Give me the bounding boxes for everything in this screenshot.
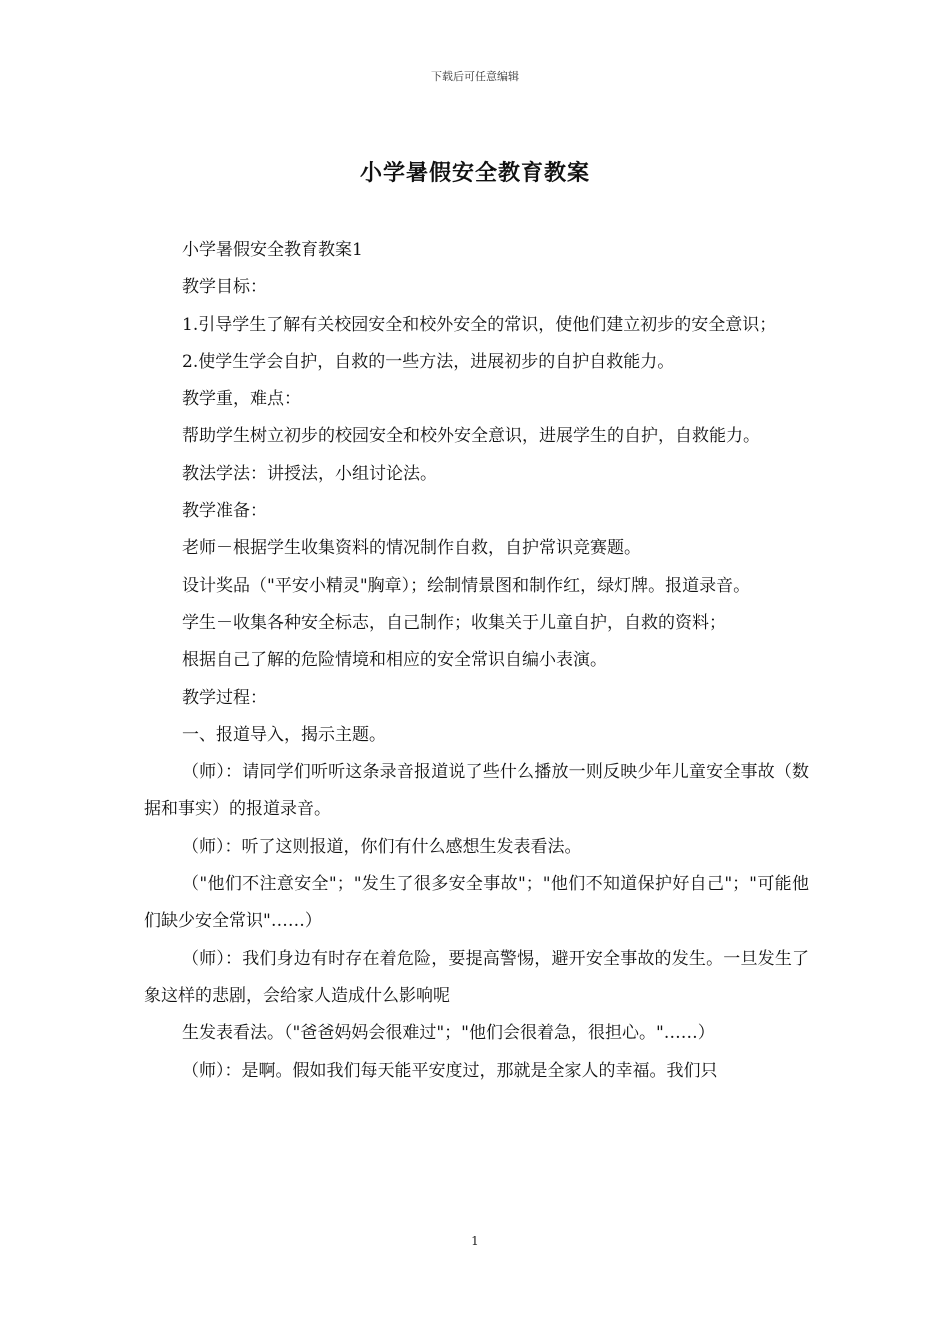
paragraph-student-prep: 学生－收集各种安全标志，自己制作；收集关于儿童自护，自救的资料； — [182, 612, 726, 633]
page-header-note: 下载后可任意编辑 — [431, 70, 519, 83]
paragraph-section-1: 一、报道导入，揭示主题。 — [182, 724, 386, 745]
paragraph-skit: 根据自己了解的危险情境和相应的安全常识自编小表演。 — [182, 650, 607, 671]
paragraph-teacher-4: （师）：是啊。假如我们每天能平安度过，那就是全家人的幸福。我们只 — [182, 1060, 718, 1081]
paragraph-prizes: 设计奖品（"平安小精灵"胸章）；绘制情景图和制作红，绿灯牌。报道录音。 — [182, 575, 751, 596]
paragraph-key-points: 帮助学生树立初步的校园安全和校外安全意识，进展学生的自护，自救能力。 — [182, 426, 760, 447]
paragraph-student-responses-1: （"他们不注意安全"；"发生了很多安全事故"；"他们不知道保护好自己"；"可能他们缺少安全常识"……） — [144, 874, 809, 932]
paragraph-teacher-3: （师）：我们身边有时存在着危险，要提高警惕，避开安全事故的发生。一旦发生了象这样的悲剧，会给家人造成什么影响呢 — [144, 948, 809, 1006]
paragraph-student-responses-2: 生发表看法。（"爸爸妈妈会很难过"；"他们会很着急，很担心。"……） — [182, 1023, 715, 1044]
paragraph-preparation-label: 教学准备： — [182, 501, 267, 522]
paragraph-objectives-label: 教学目标： — [182, 277, 267, 298]
paragraph-methods: 教法学法：讲授法，小组讨论法。 — [182, 463, 437, 484]
paragraph-lesson-heading: 小学暑假安全教育教案1 — [182, 240, 363, 260]
paragraph-teacher-prep: 老师－根据学生收集资料的情况制作自救，自护常识竞赛题。 — [182, 538, 641, 559]
document-body — [144, 232, 809, 1090]
paragraph-objective-1: 1.引导学生了解有关校园安全和校外安全的常识，使他们建立初步的安全意识； — [182, 314, 777, 335]
paragraph-teacher-1: （师）：请同学们听听这条录音报道说了些什么播放一则反映少年儿童安全事故（数据和事实）的报道录音。 — [144, 762, 809, 820]
paragraph-key-points-label: 教学重，难点： — [182, 389, 301, 410]
document-title: 小学暑假安全教育教案 — [359, 160, 590, 186]
paragraph-process-label: 教学过程： — [182, 687, 267, 708]
paragraph-objective-2: 2.使学生学会自护，自救的一些方法，进展初步的自护自救能力。 — [182, 351, 675, 372]
page-number: 1 — [471, 1234, 479, 1248]
paragraph-teacher-2: （师）：听了这则报道，你们有什么感想生发表看法。 — [182, 836, 582, 857]
